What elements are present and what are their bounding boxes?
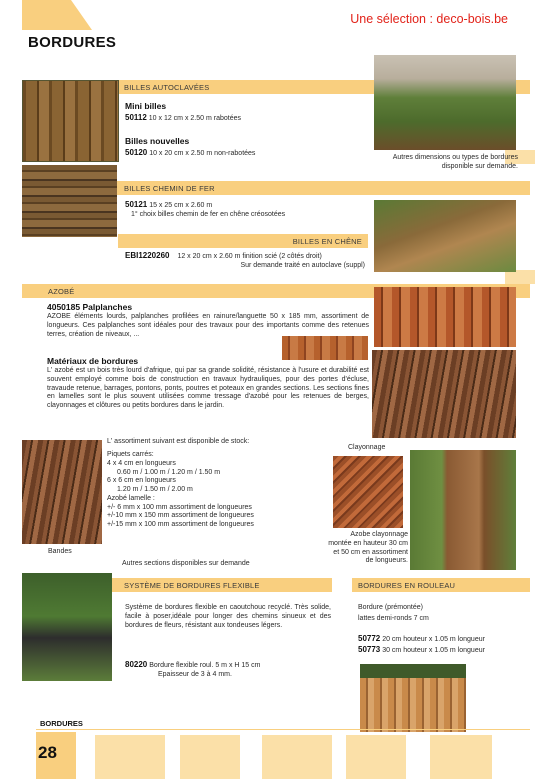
photo-clayonnage bbox=[333, 456, 403, 528]
stock-line: +/- 6 mm x 100 mm assortiment de longueures bbox=[107, 503, 252, 511]
footer-label: BORDURES bbox=[40, 719, 83, 728]
site-name: Une sélection : deco-bois.be bbox=[350, 12, 508, 26]
footer-stripe bbox=[180, 735, 240, 779]
materiaux-text: L' azobé est un bois très lourd d'afrique, qui par sa grande solidité, résistance à l'usure et durabilité est souvent employé comme bois de construction en travaux hydrauliques, pour des portes d'écluse, travaude retenue, barrages, pontons, ponts, poutres et poteaux en grandes sections. Les sections fines en lamelles sont le plus souvent utilisées comme tressage d'azobé pour les retenues de berges, clayonnages et clôtures ou petits bordures dans le jardin. bbox=[47, 367, 369, 409]
rouleau-line-2: lattes demi-ronds 7 cm bbox=[358, 615, 429, 622]
product-desc: 10 x 12 cm x 2.50 m rabotées bbox=[148, 115, 241, 122]
section-band-chene bbox=[118, 234, 368, 248]
product-desc: 10 x 20 cm x 2.50 m non-rabotées bbox=[149, 150, 256, 157]
product-desc: 30 cm houteur x 1.05 m longueur bbox=[382, 647, 485, 654]
chene-note: Sur demande traité en autoclave (suppl) bbox=[240, 262, 365, 269]
footer-stripe bbox=[262, 735, 332, 779]
footer-divider bbox=[36, 729, 530, 730]
band-label: BORDURES EN ROULEAU bbox=[358, 581, 456, 590]
product-code: 50120 bbox=[125, 148, 148, 157]
product-code: 50121 bbox=[125, 200, 148, 209]
footer-stripe bbox=[430, 735, 492, 779]
stock-line: Azobé lamelle : bbox=[107, 494, 155, 502]
product-desc: Bordure flexible roul. 5 m x H 15 cm bbox=[149, 662, 261, 669]
clayonnage-label: Clayonnage bbox=[348, 444, 386, 451]
bandes-label: Bandes bbox=[48, 548, 72, 555]
billes-nouvelles-title: Billes nouvelles bbox=[125, 136, 190, 146]
product-desc: 12 x 20 cm x 2.60 m finition scié (2 côtés droit) bbox=[177, 253, 322, 260]
rouleau-item-2 bbox=[358, 645, 485, 656]
flexible-line-2: Epaisseur de 3 à 4 mm. bbox=[158, 671, 232, 678]
stock-line: +/-15 mm x 100 mm assortiment de longueures bbox=[107, 521, 254, 528]
band-label: BILLES EN CHÊNE bbox=[292, 237, 362, 246]
photo-flexible-border bbox=[22, 573, 112, 681]
product-code: 50772 bbox=[358, 634, 381, 643]
stock-line: 0.60 m / 1.00 m / 1.20 m / 1.50 m bbox=[117, 468, 221, 476]
page-title: BORDURES bbox=[28, 34, 117, 51]
product-code: 80220 bbox=[125, 660, 148, 669]
stock-line: 4 x 4 cm en longueurs bbox=[107, 459, 176, 467]
chene-line bbox=[125, 251, 322, 262]
footer-stripe bbox=[346, 735, 406, 779]
product-desc: 15 x 25 cm x 2.60 m bbox=[149, 202, 213, 209]
rouleau-item-1 bbox=[358, 634, 485, 645]
product-code: 50112 bbox=[125, 113, 147, 122]
mini-billes-title: Mini billes bbox=[125, 101, 167, 111]
photo-palplanches-small bbox=[282, 336, 368, 360]
palplanches-text: AZOBE éléments lourds, palplanches profilées en rainure/languette 50 x 185 mm, assortiment de longueurs. Ces palplanches sont idéales pour des travaux pour des importants comme des retenues terres, création de niveaux, ... bbox=[47, 313, 369, 338]
clayonnage-caption: Azobe clayonnage montée en hauteur 30 cm et 50 cm en assortiment de longueurs. bbox=[328, 531, 408, 565]
stock-line: +/-10 mm x 150 mm assortiment de longueures bbox=[107, 512, 254, 520]
band-label: SYSTÈME DE BORDURES FLEXIBLE bbox=[124, 581, 260, 590]
header-tab bbox=[22, 0, 92, 30]
product-code: EBI1220260 bbox=[125, 251, 170, 260]
stock-list bbox=[107, 451, 254, 530]
flexible-line bbox=[125, 660, 260, 671]
stock-line: Piquets carrés: bbox=[107, 451, 154, 458]
photo-bandes bbox=[22, 440, 102, 544]
section-band-rouleau bbox=[352, 578, 530, 592]
band-label: AZOBÉ bbox=[48, 287, 75, 296]
footer-stripe bbox=[95, 735, 165, 779]
materiaux-title: Matériaux de bordures bbox=[47, 356, 139, 366]
photo-azobe-path bbox=[410, 450, 516, 570]
chemin-de-fer-note: 1° choix billes chemin de fer en chêne créosotées bbox=[131, 211, 286, 218]
flexible-text: Système de bordures flexible en caoutchouc recyclé. Très solide, facile à poser,idéale pour longer des chemins sinueux et des bordures de fleurs, résistant aux tondeuses légers. bbox=[125, 604, 331, 629]
band-label: BILLES CHEMIN DE FER bbox=[124, 184, 215, 193]
stock-intro: L' assortiment suivant est disponible de stock: bbox=[107, 438, 250, 445]
product-desc: 20 cm houteur x 1.05 m longueur bbox=[382, 636, 485, 643]
page-number: 28 bbox=[38, 743, 57, 762]
other-dimensions-caption: Autres dimensions ou types de bordures disponible sur demande. bbox=[392, 154, 518, 170]
photo-palplanches-wall bbox=[374, 287, 516, 347]
photo-azobe-border bbox=[372, 350, 516, 438]
band-label: BILLES AUTOCLAVÉES bbox=[124, 83, 210, 92]
photo-garden-border bbox=[374, 55, 516, 150]
billes-nouvelles-line bbox=[125, 148, 255, 159]
other-sections-note: Autres sections disponibles sur demande bbox=[122, 560, 250, 567]
photo-railway-sleepers bbox=[22, 165, 117, 237]
stock-line: 6 x 6 cm en longueurs bbox=[107, 477, 176, 485]
photo-oak-sleepers bbox=[374, 200, 516, 272]
product-code: 50773 bbox=[358, 645, 381, 654]
palplanches-title: 4050185 Palplanches bbox=[47, 302, 133, 312]
rouleau-line-1: Bordure (prémontée) bbox=[358, 604, 423, 611]
decorative-stripe bbox=[505, 270, 535, 284]
photo-mini-billes bbox=[22, 80, 119, 162]
mini-billes-line bbox=[125, 113, 241, 124]
photo-roll-border bbox=[360, 664, 466, 732]
chemin-de-fer-line bbox=[125, 200, 212, 211]
stock-line: 1.20 m / 1.50 m / 2.00 m bbox=[117, 486, 193, 493]
